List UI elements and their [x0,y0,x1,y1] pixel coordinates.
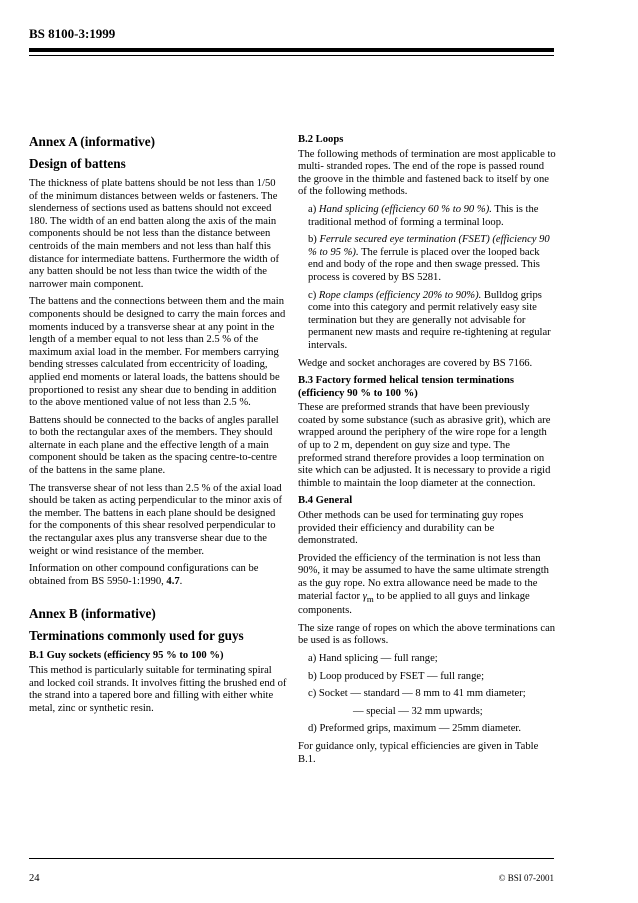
b2-item-a-label: a) [308,203,319,215]
footer-rule [29,858,554,859]
b1-heading: B.1 Guy sockets (efficiency 95 % to 100 %) [29,650,224,662]
b3-heading: B.3 Factory formed helical tension terminations (efficiency 90 % to 100 %) [298,375,514,399]
annex-a-p5-text: Information on other compound configurations can be obtained from BS 5950-1:1990, [29,563,259,587]
b4-p2-text-b: to be applied to all guys and linkage components. [298,590,530,617]
b2-item-b-text: The ferrule is placed over the looped back end and body of the rope and then swage pressed. This process is covered by BS 5281. [308,246,540,283]
size-list-a: a) Hand splicing — full range; [308,653,438,665]
b2-item-c-text: Bulldog grips come into this category and permit relatively easy site termination but they are generally not advisable for permanent new masts and require re-tightening at regular intervals. [308,289,551,351]
size-list-b: b) Loop produced by FSET — full range; [308,670,485,682]
header-rule-thick [29,48,554,52]
left-column [29,134,287,720]
size-list-d: d) Preformed grips, maximum — 25mm diameter. [308,723,522,735]
b2-item-a-text: This is the traditional method of forming a terminal loop. [308,203,539,228]
right-column [298,134,556,771]
b2-item-b-italic: Ferrule secured eye termination (FSET) (efficiency 90 % to 95 %). [308,234,550,258]
b2-wedge-note: Wedge and socket anchorages are covered by BS 7166. [298,357,533,369]
annex-a-paragraph-2: The battens and the connections between them and the main components should be designed to carry the main forces and moments induced by a transverse shear at any point in the length of a member equal to not less than 2.5 % of the maximum axial load in the member. For members carrying bending stresses calculated from eccentricity of loading, applied end moments or lateral loads, the battens should be proportioned to resist any shear due to bending in addition to the above mentioned value of not less than 2.5 %. [29,296,286,409]
b2-item-c [308,290,556,353]
b2-item-b-label: b) [308,234,320,246]
b2-heading: B.2 Loops [298,134,344,145]
b2-paragraph: The following methods of termination are most applicable to multi- stranded ropes. The end of the rope is passed round the groove in the thimble and fastened back to itself by one of the following methods. [298,148,556,198]
b4-paragraph-1: Other methods can be used for terminating guy ropes provided their efficiency and durability can be demonstrated. [298,510,524,547]
b4-p2-text-a: Provided the efficiency of the termination is not less than 90%, it may be assumed to have the same ultimate strength as the guy rope. No extra allowance need be made to the material factor [298,552,549,602]
b4-paragraph-2 [298,553,556,618]
annex-a-title: Annex A (informative) [29,134,156,149]
b2-item-a-italic: Hand splicing (efficiency 60 % to 90 %). [318,203,492,215]
document-header-title: BS 8100-3:1999 [29,26,116,41]
b4-paragraph-4: For guidance only, typical efficiencies are given in Table B.1. [298,741,539,765]
b3-paragraph: These are preformed strands that have been previously coated by some substance (such as abrasive grit), which are wrapped around the periphery of the wire rope for a length of up to 2 m, dependent on guy size and type. The preformed strand therefore provides a loop termination on site which can be adjusted. It is necessary to provide a rigid thimble to maintain the loop diameter at the connection. [298,402,551,489]
b4-p2-gamma: γ [362,590,367,602]
size-list-c: c) Socket — standard — 8 mm to 41 mm diameter; [308,688,526,700]
annex-b-subtitle: Terminations commonly used for guys [29,628,244,644]
annex-a-paragraph-4: The transverse shear of not less than 2.5 % of the axial load should be taken as acting perpendicular to the minor axis of the member. The battens in each plane should be designed for the components of this shear resolved perpendicular to the rectangular axes plus any transverse shear due to the weight or wind resistance of the member. [29,482,282,557]
annex-a-paragraph-3: Battens should be connected to the backs of angles parallel to both the rectangular axes of the members. They should alternate in each plane and the effective length of a main component should be taken as the spacing centre-to-centre of the battens in the same plane. [29,414,279,477]
b4-heading: B.4 General [298,495,353,507]
annex-a-p5-clause: 4.7 [166,575,180,587]
b1-paragraph: This method is particularly suitable for terminating spiral and locked coil strands. It involves fitting the brushed end of the strand into a tapered bore and filling with either white metal, zinc or synthetic resin. [29,665,287,714]
b4-p2-subscript: m [366,593,374,604]
b2-item-c-label: c) [308,289,319,301]
b2-item-c-italic: Rope clamps (efficiency 20% to 90%). [318,289,482,301]
b2-item-a [308,204,556,229]
b4-paragraph-3: The size range of ropes on which the above terminations can be used is as follows. [298,622,556,647]
header-rule-thin [29,55,554,56]
annex-a-subtitle: Design of battens [29,156,126,171]
b2-item-b [308,234,556,284]
annex-a-p5-end: . [179,575,183,587]
page-number: 24 [29,873,40,884]
annex-a-paragraph-5 [29,563,287,588]
size-list-c-special: — special — 32 mm upwards; [353,705,483,717]
copyright-notice: © BSI 07-2001 [498,873,554,883]
annex-a-paragraph-1: The thickness of plate battens should be not less than 1/50 of the minimum distances between welds or fasteners. The slenderness of sections used as battens should not exceed 180. The width of an end batten along the axis of the main components should be not less than the distance between centroids of the main members and not less than half this distance for intermediate battens. Furthermore the width of any batten should be not less than twice the width of the narrower main component. [29,178,280,290]
annex-b-title: Annex B (informative) [29,606,156,622]
